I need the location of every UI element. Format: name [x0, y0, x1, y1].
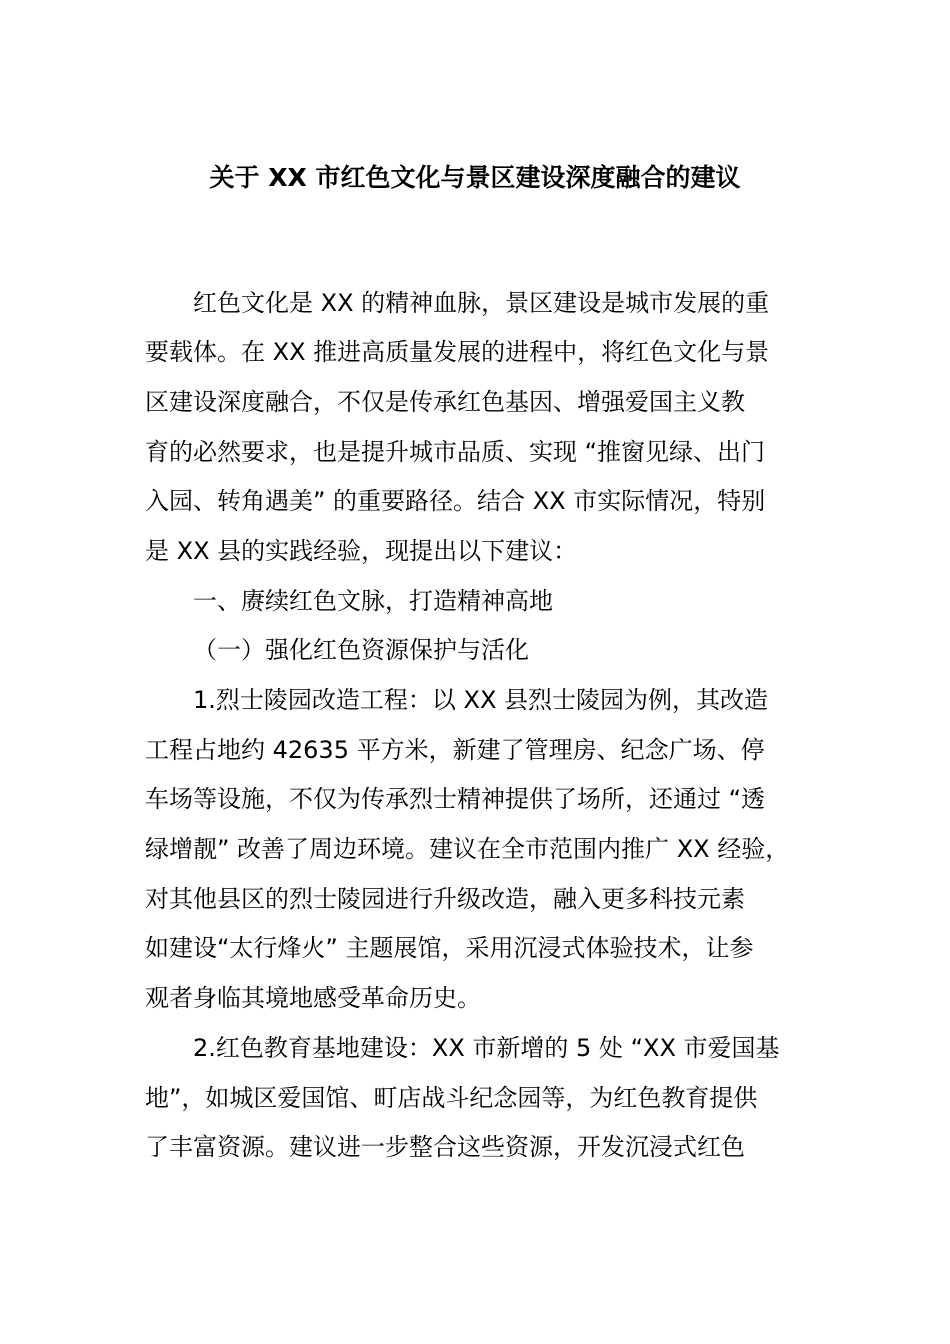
- paragraph-line: 地”，如城区爱国馆、町店战斗纪念园等，为红色教育提供: [145, 1084, 758, 1112]
- paragraph-line: 如建设“太行烽火” 主题展馆，采用沉浸式体验技术，让参: [145, 934, 754, 962]
- paragraph-line: 区建设深度融合，不仅是传承红色基因、增强爱国主义教: [145, 388, 745, 416]
- paragraph-line: 要载体。在 XX 推进高质量发展的进程中，将红色文化与景: [145, 338, 770, 366]
- paragraph-line: 育的必然要求，也是提升城市品质、实现 “推窗见绿、出门: [145, 438, 766, 466]
- paragraph-line: 车场等设施，不仅为传承烈士精神提供了场所，还通过 “透: [145, 785, 766, 813]
- paragraph-line: 红色文化是 XX 的精神血脉，景区建设是城市发展的重: [193, 289, 770, 317]
- paragraph-line: 入园、转角遇美” 的重要路径。结合 XX 市实际情况，特别: [145, 487, 766, 515]
- section-heading: 一、赓续红色文脉，打造精神高地: [193, 587, 553, 615]
- document-title: 关于 XX 市红色文化与景区建设深度融合的建议: [209, 163, 741, 192]
- paragraph-line: 2.红色教育基地建设：XX 市新增的 5 处 “XX 市爱国基: [193, 1034, 780, 1062]
- paragraph-line: 观者身临其境地感受革命历史。: [145, 984, 481, 1012]
- paragraph-line: 了丰富资源。建议进一步整合这些资源，开发沉浸式红色: [145, 1133, 745, 1161]
- subsection-heading: （一）强化红色资源保护与活化: [193, 636, 529, 664]
- paragraph-line: 绿增靓” 改善了周边环境。建议在全市范围内推广 XX 经验，: [145, 835, 790, 863]
- paragraph-line: 是 XX 县的实践经验，现提出以下建议：: [145, 537, 578, 565]
- paragraph-line: 1.烈士陵园改造工程：以 XX 县烈士陵园为例，其改造: [193, 686, 769, 714]
- paragraph-line: 对其他县区的烈士陵园进行升级改造，融入更多科技元素: [145, 885, 745, 913]
- paragraph-line: 工程占地约 42635 平方米，新建了管理房、纪念广场、停: [145, 736, 765, 764]
